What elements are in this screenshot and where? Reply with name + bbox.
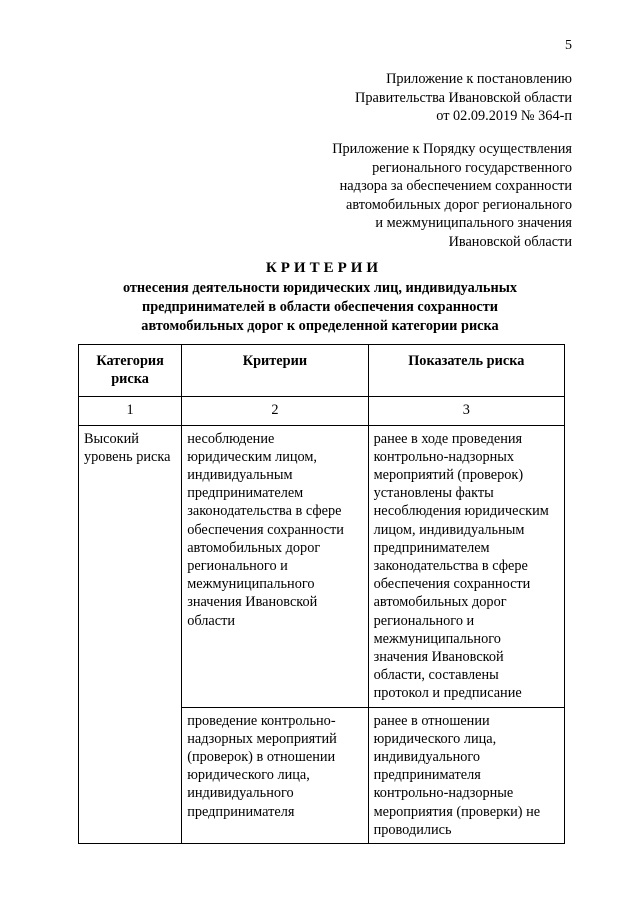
header-risk-category bbox=[79, 345, 182, 397]
header-criteria bbox=[182, 345, 368, 397]
title-main: КРИТЕРИИ bbox=[265, 260, 383, 276]
cell-text-line: установлены факты bbox=[373, 485, 494, 502]
cell-text-line: предпринимателя bbox=[373, 767, 481, 784]
cell-text-line: регионального и bbox=[187, 558, 288, 575]
cell-text-line: лицом, индивидуальным bbox=[373, 521, 525, 538]
table-row bbox=[79, 425, 565, 707]
cell-text-line: (проверок) в отношении bbox=[187, 749, 336, 766]
cell-text-line: значения Ивановской bbox=[373, 649, 504, 666]
header-text-line: Категория bbox=[96, 353, 164, 369]
cell-text-line: ранее в ходе проведения bbox=[373, 430, 523, 447]
column-number: 1 bbox=[79, 397, 182, 425]
header-text-line: Показатель риска bbox=[408, 353, 525, 369]
procedure-appendix-line: Приложение к Порядку осуществления bbox=[332, 141, 572, 157]
cell-text-line: регионального и bbox=[373, 612, 475, 629]
cell-text-line: индивидуального bbox=[373, 749, 481, 766]
cell-text-line: значения Ивановской bbox=[187, 594, 318, 611]
cell-text-line: области, составлены bbox=[373, 667, 499, 684]
cell-text-line: несоблюдения юридическим bbox=[373, 503, 549, 520]
page-number: 5 bbox=[565, 38, 572, 53]
cell-text-line: индивидуального bbox=[187, 785, 294, 802]
cell-text-line: Высокий bbox=[84, 430, 139, 447]
cell-text-line: контрольно-надзорные bbox=[373, 785, 514, 802]
risk-indicator-cell bbox=[368, 425, 564, 707]
cell-text-line: контрольно-надзорных bbox=[373, 448, 515, 465]
procedure-appendix-line: регионального государственного bbox=[372, 159, 572, 176]
cell-text-line: ранее в отношении bbox=[373, 712, 490, 729]
cell-text-line: уровень риска bbox=[84, 448, 171, 465]
appendix-header-line: от 02.09.2019 № 364-п bbox=[436, 108, 572, 124]
cell-text-line: области bbox=[187, 612, 235, 629]
cell-text-line: юридическим лицом, bbox=[187, 448, 317, 465]
cell-text-line: мероприятий (проверок) bbox=[373, 467, 524, 484]
header-text-line: риска bbox=[111, 371, 149, 388]
procedure-appendix-header bbox=[332, 140, 572, 251]
title-subtitle bbox=[0, 279, 640, 336]
procedure-appendix-line: и межмуниципального значения bbox=[375, 215, 572, 231]
title-subtitle-line: автомобильных дорог к определенной категории риска bbox=[141, 318, 499, 334]
column-number: 2 bbox=[182, 397, 368, 425]
title-subtitle-line: предпринимателей в области обеспечения сохранности bbox=[141, 299, 499, 315]
cell-text-line: законодательства в сфере bbox=[373, 558, 528, 575]
header-risk-indicator bbox=[368, 345, 564, 397]
cell-text-line: мероприятия (проверки) не bbox=[373, 803, 541, 820]
risk-indicator-cell bbox=[368, 707, 564, 843]
column-number-row bbox=[79, 397, 565, 425]
criteria-cell bbox=[182, 425, 368, 707]
appendix-header-line: Правительства Ивановской области bbox=[355, 89, 572, 106]
document-title bbox=[0, 258, 640, 336]
appendix-header bbox=[355, 70, 572, 126]
cell-text-line: предпринимателем bbox=[373, 539, 490, 556]
criteria-table bbox=[78, 344, 565, 844]
criteria-cell bbox=[182, 707, 368, 843]
cell-text-line: протокол и предписание bbox=[373, 685, 522, 702]
risk-category-cell bbox=[79, 425, 182, 843]
cell-text-line: законодательства в сфере bbox=[187, 503, 342, 520]
column-number: 3 bbox=[368, 397, 564, 425]
cell-text-line: предпринимателем bbox=[187, 485, 304, 502]
appendix-header-line: Приложение к постановлению bbox=[386, 71, 572, 87]
cell-text-line: проведение контрольно- bbox=[187, 712, 336, 729]
cell-text-line: обеспечения сохранности bbox=[373, 576, 531, 593]
cell-text-line: обеспечения сохранности bbox=[187, 521, 344, 538]
cell-text-line: юридического лица, bbox=[373, 730, 497, 747]
procedure-appendix-line: автомобильных дорог регионального bbox=[346, 196, 572, 213]
cell-text-line: межмуниципального bbox=[373, 630, 501, 647]
procedure-appendix-line: надзора за обеспечением сохранности bbox=[339, 178, 572, 194]
table-header-row bbox=[79, 345, 565, 397]
title-subtitle-line: отнесения деятельности юридических лиц, индивидуальных bbox=[122, 280, 518, 296]
cell-text-line: несоблюдение bbox=[187, 430, 275, 447]
cell-text-line: предпринимателя bbox=[187, 803, 295, 820]
cell-text-line: автомобильных дорог bbox=[187, 539, 321, 556]
cell-text-line: проводились bbox=[373, 821, 452, 838]
cell-text-line: межмуниципального bbox=[187, 576, 315, 593]
cell-text-line: надзорных мероприятий bbox=[187, 730, 337, 747]
cell-text-line: автомобильных дорог bbox=[373, 594, 507, 611]
cell-text-line: индивидуальным bbox=[187, 467, 293, 484]
header-text-line: Критерии bbox=[242, 353, 308, 369]
cell-text-line: юридического лица, bbox=[187, 767, 310, 784]
procedure-appendix-line: Ивановской области bbox=[448, 233, 572, 250]
